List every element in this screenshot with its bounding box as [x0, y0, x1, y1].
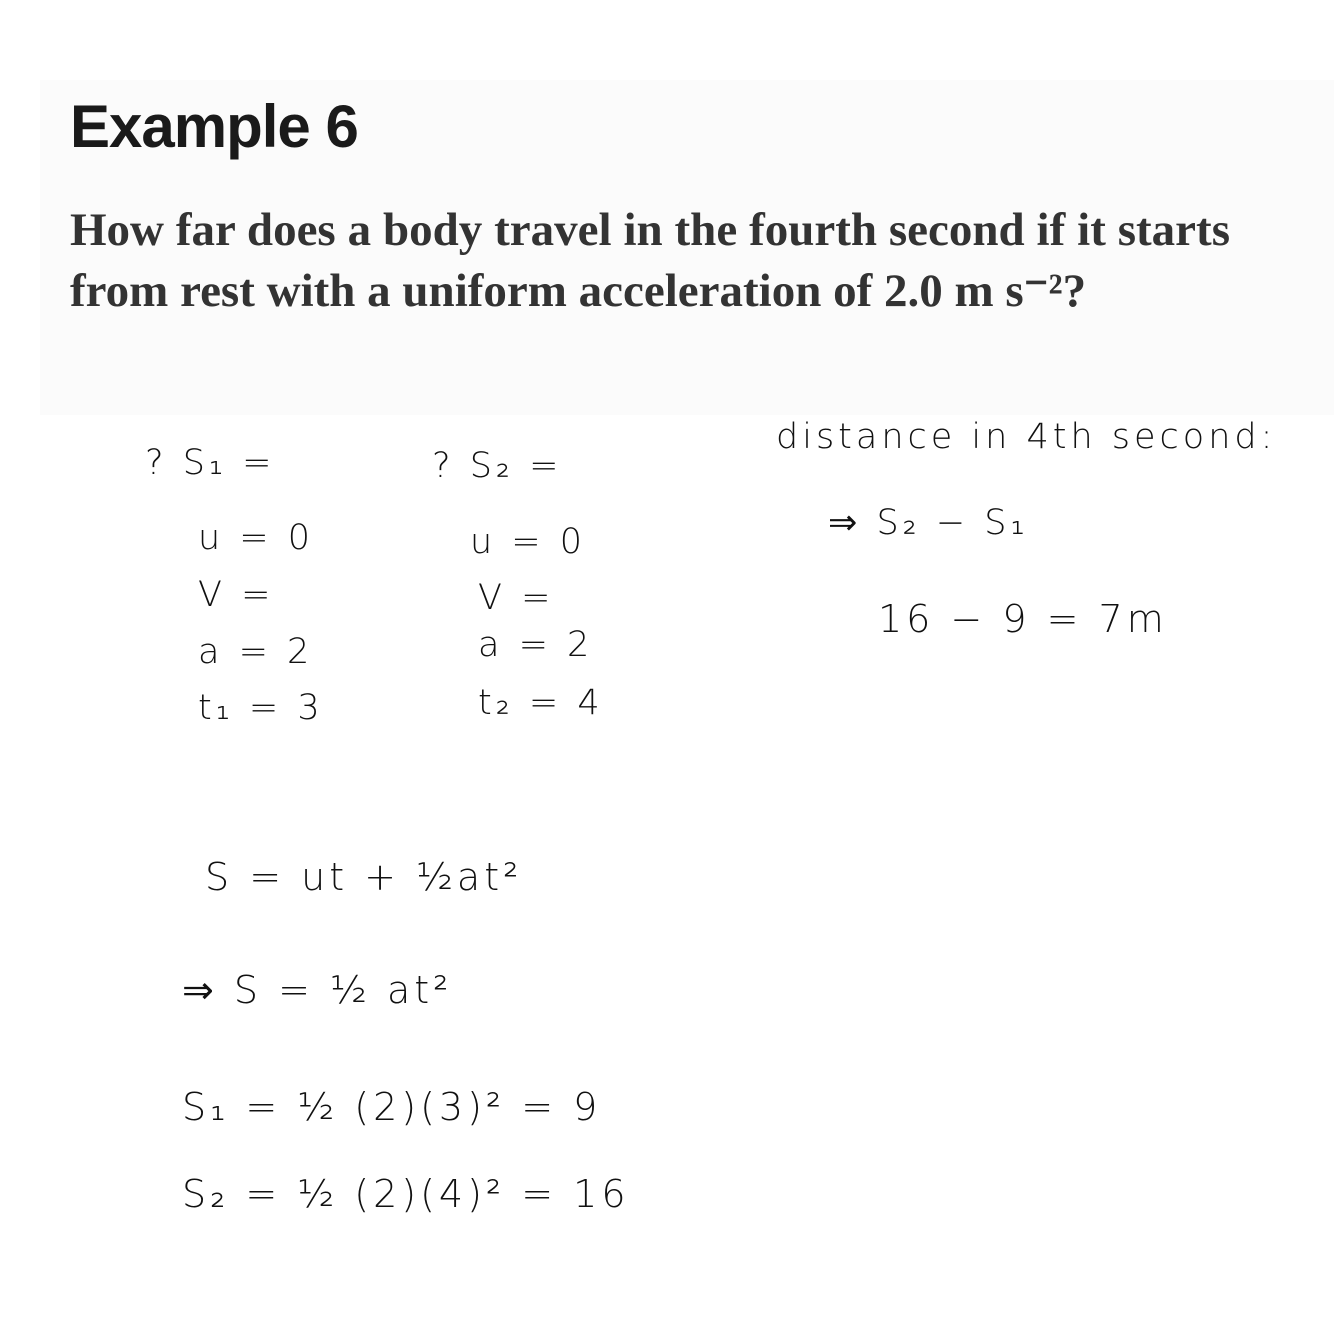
s1-time: t₁ = 3 — [198, 688, 324, 728]
s1-unknown: ? S₁ = — [145, 443, 276, 483]
s2-unknown: ? S₂ = — [432, 446, 563, 486]
s2-final-velocity: V = — [478, 578, 555, 618]
s1-acceleration: a = 2 — [198, 632, 314, 672]
distance-heading: distance in 4th second: — [776, 417, 1277, 457]
s2-acceleration: a = 2 — [478, 625, 594, 665]
difference-result: 16 − 9 = 7m — [878, 597, 1168, 641]
simplified-formula: ⇒ S = ½ at² — [182, 968, 453, 1012]
problem-statement: How far does a body travel in the fourth second if it starts from rest with a uniform acceleration of 2.0 m s⁻²? — [70, 204, 1230, 317]
s1-final-velocity: V = — [198, 575, 275, 615]
s2-initial-velocity: u = 0 — [470, 522, 587, 562]
kinematic-formula: S = ut + ½at² — [205, 855, 523, 899]
example-title: Example 6 — [70, 93, 358, 160]
s2-time: t₂ = 4 — [478, 683, 604, 723]
s1-calculation: S₁ = ½ (2)(3)² = 9 — [182, 1085, 602, 1129]
s1-initial-velocity: u = 0 — [198, 518, 315, 558]
difference-expression: ⇒ S₂ − S₁ — [828, 503, 1029, 543]
s2-calculation: S₂ = ½ (2)(4)² = 16 — [182, 1172, 630, 1216]
